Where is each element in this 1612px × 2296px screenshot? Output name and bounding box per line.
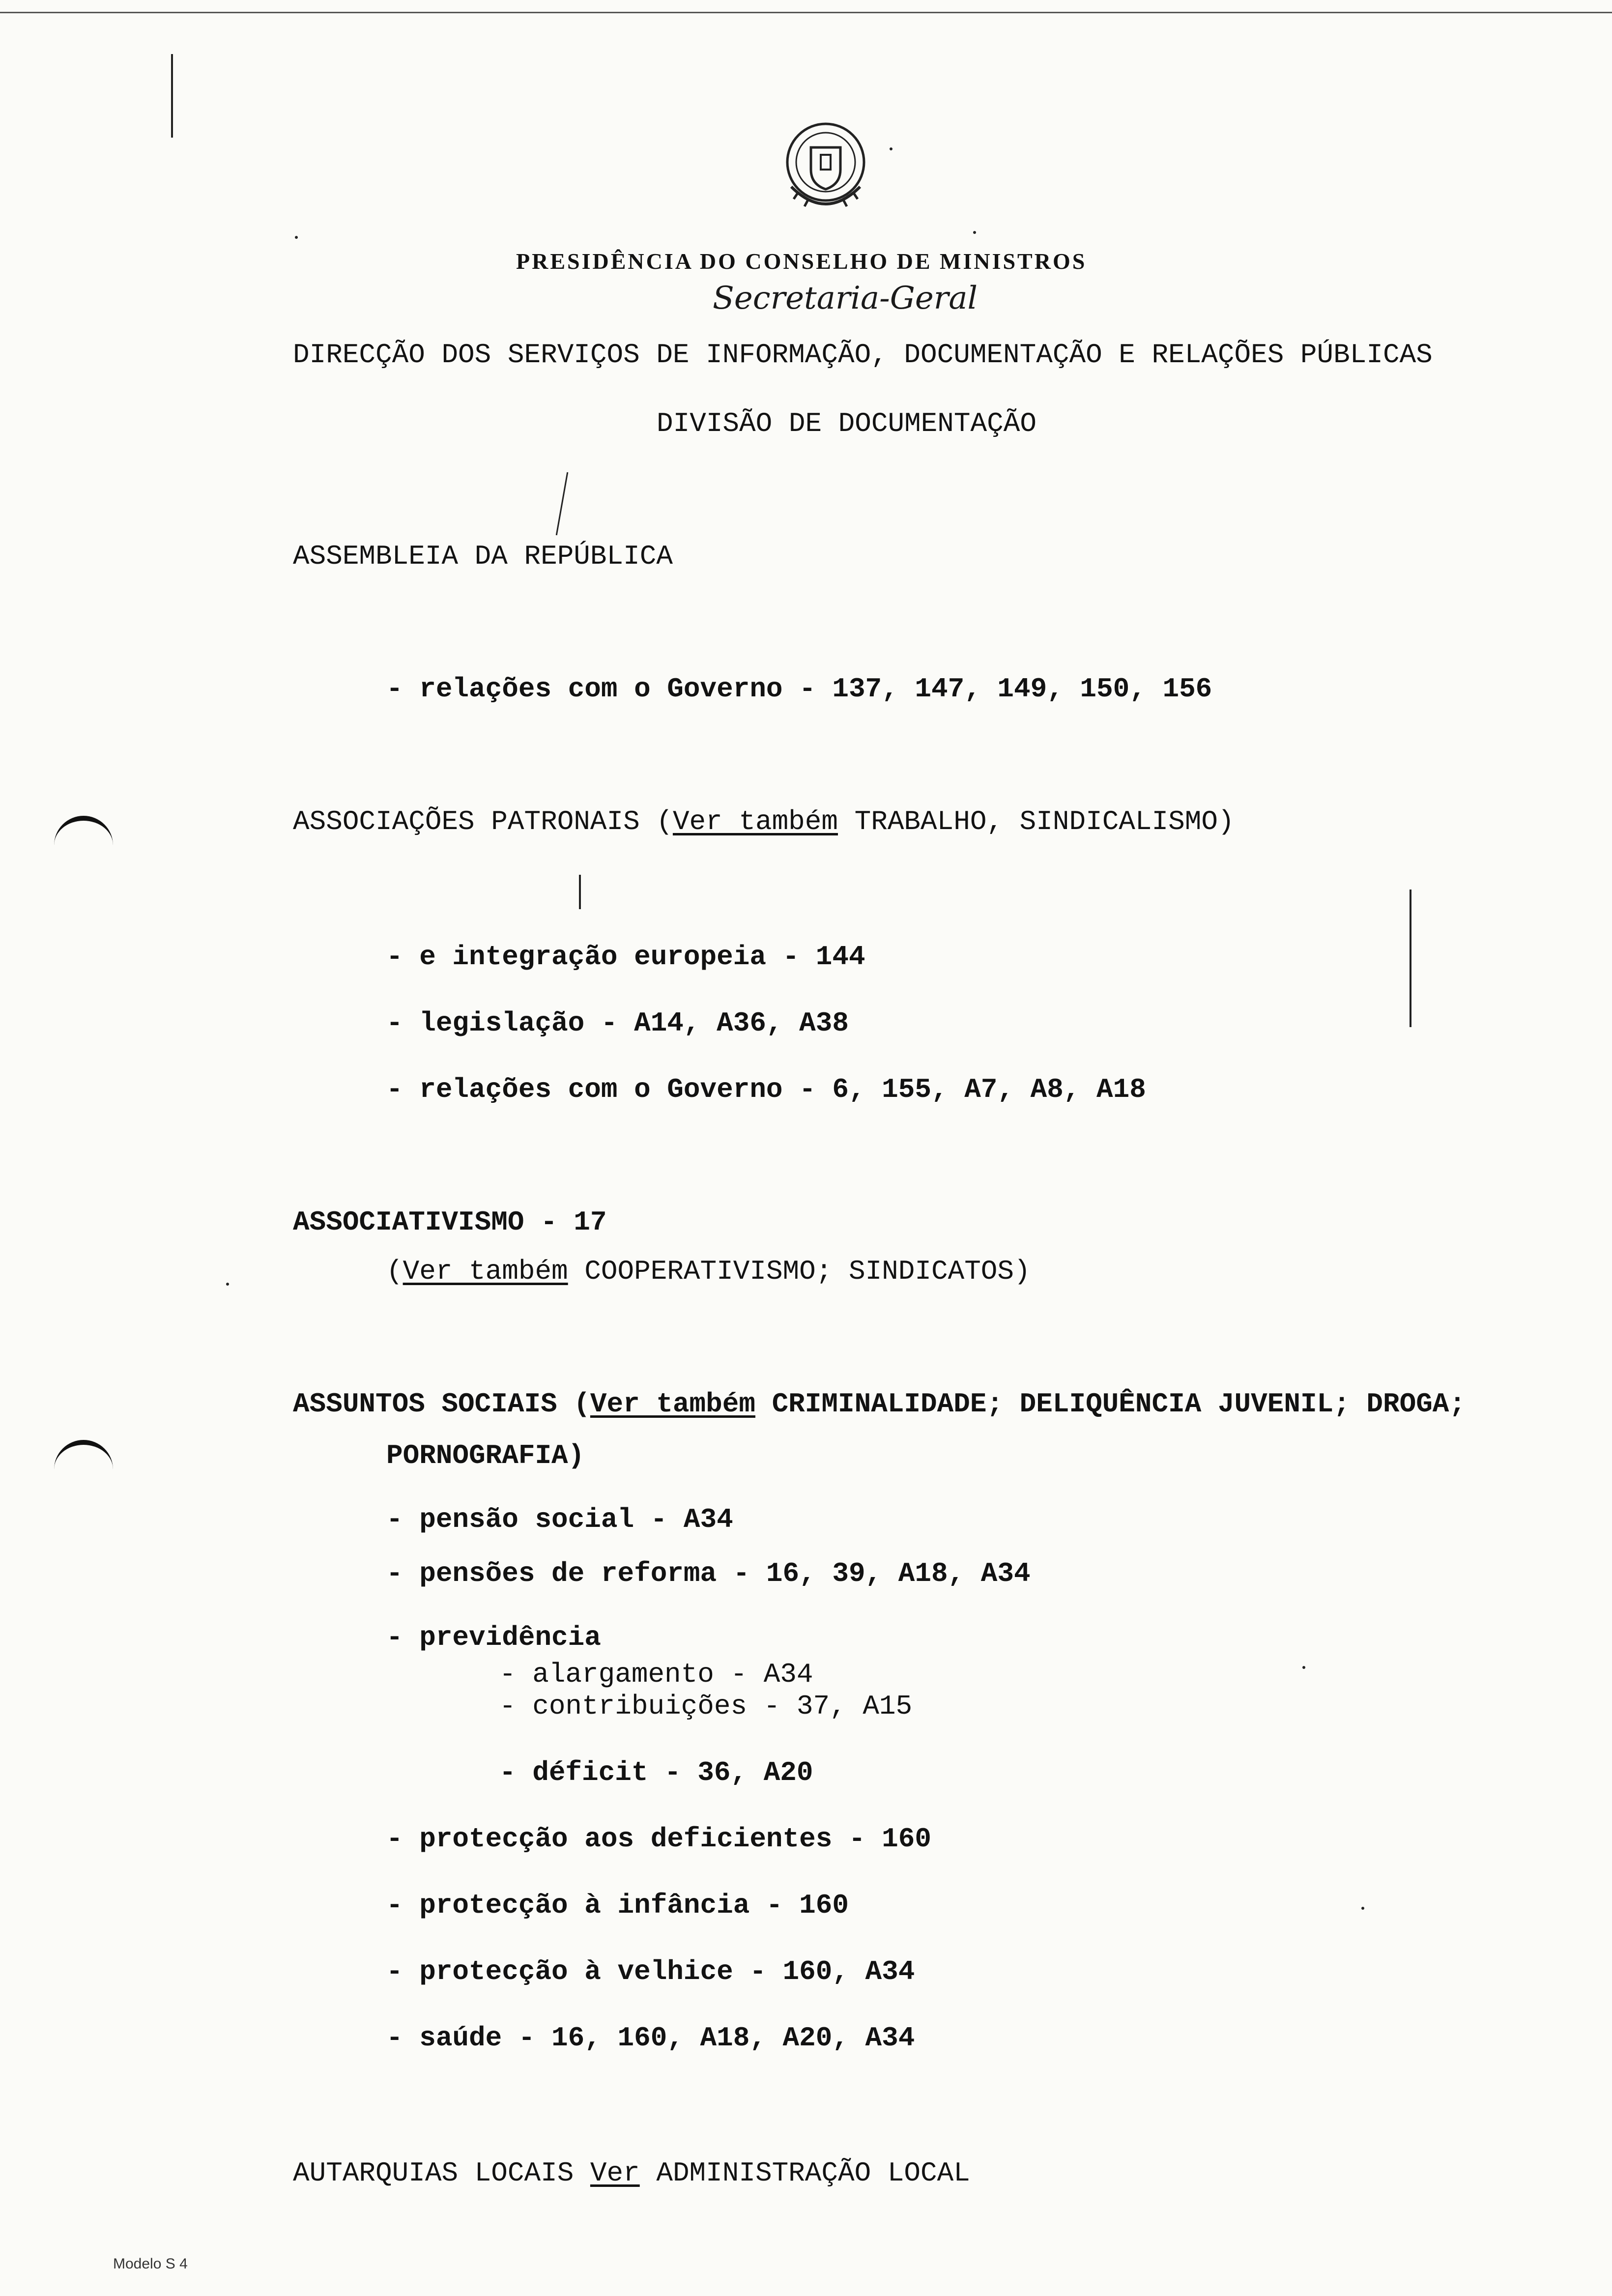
see-also-continuation: PORNOGRAFIA) bbox=[386, 1440, 585, 1471]
see-also-label: Ver também bbox=[403, 1256, 568, 1287]
margin-mark bbox=[171, 54, 173, 138]
entry-item: - protecção à infância - 160 bbox=[386, 1890, 849, 1921]
heading-text: AUTARQUIAS LOCAIS bbox=[293, 2157, 590, 2189]
scan-speck bbox=[890, 147, 892, 150]
scan-speck bbox=[1361, 1907, 1364, 1910]
entry-subitem: - déficit - 36, A20 bbox=[499, 1757, 813, 1788]
scan-edge-line bbox=[0, 12, 1612, 13]
entry-item: - pensões de reforma - 16, 39, A18, A34 bbox=[386, 1558, 1031, 1589]
entry-item: - e integração europeia - 144 bbox=[386, 941, 865, 973]
punch-hole-upper bbox=[54, 816, 113, 850]
entry-item: - relações com o Governo - 137, 147, 149, 150, 156 bbox=[386, 673, 1212, 705]
see-also-refs: TRABALHO, SINDICALISMO) bbox=[838, 806, 1235, 837]
division-title: DIVISÃO DE DOCUMENTAÇÃO bbox=[657, 408, 1036, 439]
see-also-label: Ver também bbox=[590, 1388, 755, 1420]
scan-artifact-line bbox=[579, 875, 581, 909]
entry-item: - relações com o Governo - 6, 155, A7, A8, A18 bbox=[386, 1074, 1146, 1105]
directorate-title: DIRECÇÃO DOS SERVIÇOS DE INFORMAÇÃO, DOCUMENTAÇÃO E RELAÇÕES PÚBLICAS bbox=[293, 339, 1433, 371]
scan-speck bbox=[295, 236, 298, 239]
entry-heading-assuntos bbox=[293, 1388, 1466, 1420]
entry-subitem: - alargamento - A34 bbox=[499, 1659, 813, 1690]
entry-item: - protecção aos deficientes - 160 bbox=[386, 1823, 931, 1855]
open-paren: ( bbox=[386, 1256, 403, 1287]
entry-heading-autarquias bbox=[293, 2157, 970, 2189]
see-also-refs: CRIMINALIDADE; DELIQUÊNCIA JUVENIL; DROGA; bbox=[755, 1388, 1466, 1420]
entry-heading-associacoes bbox=[293, 806, 1235, 837]
entry-heading-associativismo: ASSOCIATIVISMO - 17 bbox=[293, 1206, 607, 1238]
entry-item: - saúde - 16, 160, A18, A20, A34 bbox=[386, 2022, 915, 2054]
entry-subitem: - contribuições - 37, A15 bbox=[499, 1691, 913, 1722]
see-label: Ver bbox=[590, 2157, 640, 2189]
heading-text: ASSUNTOS SOCIAIS ( bbox=[293, 1388, 590, 1420]
see-also-refs: COOPERATIVISMO; SINDICATOS) bbox=[568, 1256, 1031, 1287]
entry-item: - previdência bbox=[386, 1622, 601, 1653]
entry-heading-assembleia: ASSEMBLEIA DA REPÚBLICA bbox=[293, 541, 673, 572]
see-refs: ADMINISTRAÇÃO LOCAL bbox=[639, 2157, 970, 2189]
entry-item: - legislação - A14, A36, A38 bbox=[386, 1007, 849, 1039]
entry-item: - protecção à velhice - 160, A34 bbox=[386, 1956, 915, 1987]
scan-artifact-line bbox=[556, 472, 569, 536]
scan-speck bbox=[226, 1283, 229, 1286]
punch-hole-lower bbox=[54, 1440, 113, 1474]
entry-item: - pensão social - A34 bbox=[386, 1504, 733, 1535]
coat-of-arms-seal bbox=[772, 113, 880, 233]
scan-speck bbox=[973, 231, 976, 234]
see-also-label: Ver também bbox=[672, 806, 838, 837]
form-model-label: Modelo S 4 bbox=[113, 2256, 188, 2272]
heading-text: ASSOCIAÇÕES PATRONAIS ( bbox=[293, 806, 673, 837]
institution-title: PRESIDÊNCIA DO CONSELHO DE MINISTROS bbox=[516, 249, 1087, 274]
see-also-line bbox=[386, 1256, 1031, 1287]
scan-speck bbox=[1302, 1666, 1305, 1669]
secretariat-signature: Secretaria-Geral bbox=[713, 280, 978, 316]
scan-artifact-line bbox=[1410, 890, 1411, 1027]
